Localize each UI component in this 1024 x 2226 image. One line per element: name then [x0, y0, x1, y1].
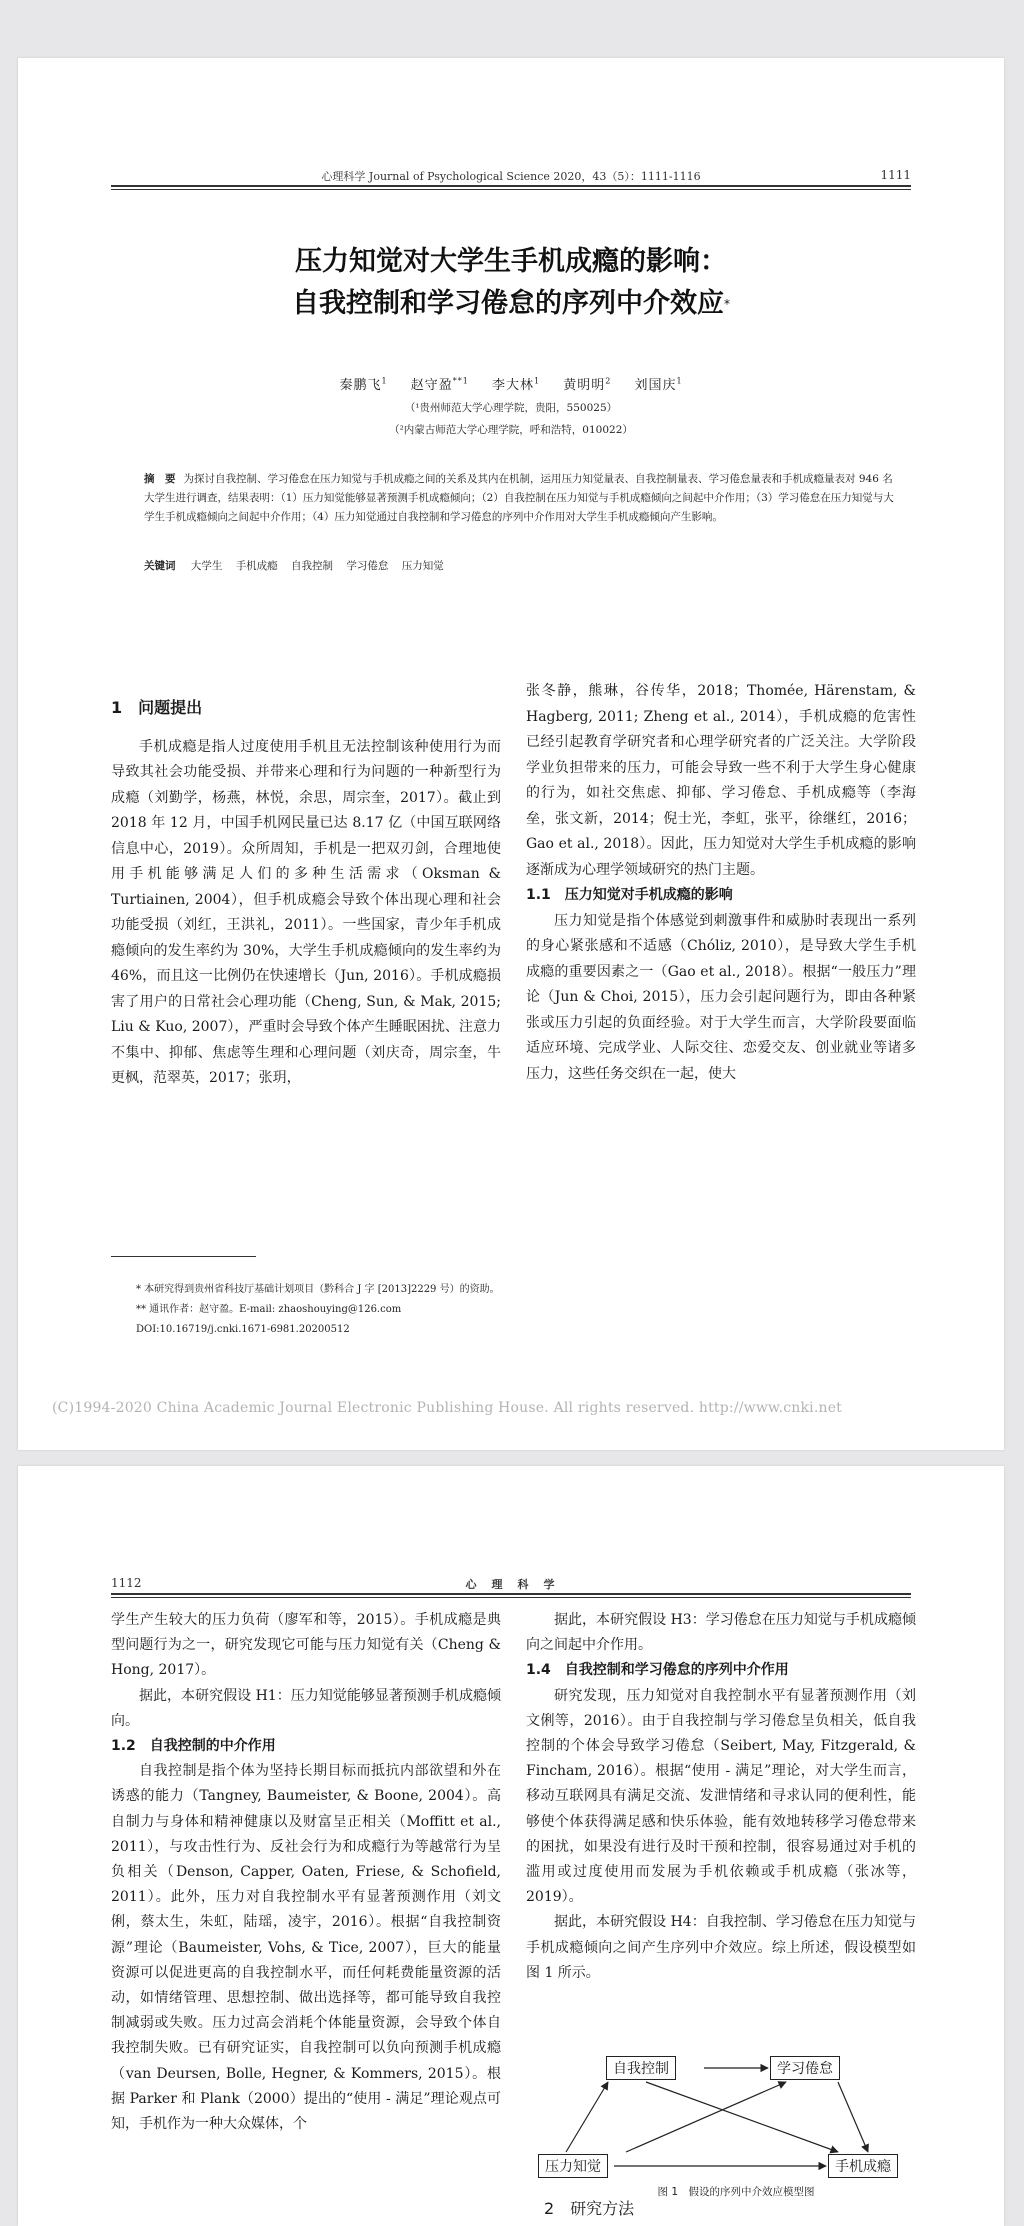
body-paragraph: 手机成瘾是指人过度使用手机且无法控制该种使用行为而导致其社会功能受损、并带来心理和行为问题的一种新型行为成瘾（刘勤学，杨燕，林悦，余思，周宗奎，2017）。截止到 2018 年 12 月，中国手机网民量已达 8.17 亿（中国互联网络信息中心，2019）。众所周知，手机是一把双刃剑，合理地使用手机能够满足人们的多种生活需求（Oksman & Turtiainen, 2004），但手机成瘾会导致个体出现心理和社会功能受损（刘红，王洪礼，2011）。一些国家，青少年手机成瘾倾向的发生率约为 30%，大学生手机成瘾倾向的发生率约为 46%，而且这一比例仍在快速增长（Jun, 2016）。手机成瘾损害了用户的日常社会心理功能（Cheng, Sun, & Mak, 2015; Liu & Kuo, 2007），严重时会导致个体产生睡眠困扰、注意力不集中、抑郁、焦虑等生理和心理问题（刘庆奇，周宗奎，牛更枫，范翠英，2017；张玥， [111, 738, 501, 1086]
abstract-text: 为探讨自我控制、学习倦怠在压力知觉与手机成瘾之间的关系及其内在机制，运用压力知觉量表、自我控制量表、学习倦怠量表和手机成瘾量表对 946 名大学生进行调查，结果表明：（1）压力知觉能够显著预测手机成瘾倾向；（2）自我控制在压力知觉与手机成瘾倾向之间起中介作用；（3）学习倦怠在压力知觉与大学生手机成瘾倾向之间起中介作用；（4）压力知觉通过自我控制和学习倦怠的序列中介作用对大学生手机成瘾倾向产生影响。 [144, 473, 894, 523]
running-head [111, 168, 911, 187]
author: 赵守盈$^{**1}$ [410, 376, 469, 393]
keyword: 学习倦怠 [346, 560, 389, 572]
figure-caption: 图 1 假设的序列中介效应模型图 [657, 2186, 815, 2198]
author-list [18, 374, 1004, 393]
affiliation-2: （²内蒙古师范大学心理学院，呼和浩特，010022） [389, 424, 633, 436]
affiliation-1: （¹贵州师范大学心理学院，贵阳，550025） [404, 402, 618, 414]
author: 秦鹏飞$^1$ [339, 376, 388, 393]
page-number: 1111 [880, 168, 911, 182]
node-perceived-stress: 压力知觉 [538, 2154, 608, 2178]
title-line-1: 压力知觉对大学生手机成瘾的影响： [295, 246, 727, 277]
journal-name: 心 理 科 学 [465, 1578, 557, 1591]
body-paragraph: 压力知觉是指个体感觉到刺激事件和威胁时表现出一系列的身心紧张感和不适感（Chóliz, 2010），是导致大学生手机成瘾的重要因素之一（Gao et al., 2018）。根据“一般压力”理论（Jun & Choi, 2015），压力会引起问题行为，即由各种紧张或压力引起的负面经验。对于大学生而言，大学阶段要面临适应环境、完成学业、人际交往、恋爱交友、创业就业等诸多压力，这些任务交织在一起，使大 [526, 912, 916, 1082]
subsection-heading: 1.4 自我控制和学习倦怠的序列中介作用 [526, 1662, 789, 1679]
subsection-heading: 1.2 自我控制的中介作用 [111, 1738, 276, 1755]
body-paragraph: 据此，本研究假设 H3：学习倦怠在压力知觉与手机成瘾倾向之间起中介作用。 [526, 1612, 916, 1654]
left-column [111, 1608, 501, 2137]
arrow-stress-to-burnout [626, 2082, 786, 2152]
figure-1-model [536, 2046, 936, 2221]
section-heading: 2 研究方法 [544, 2199, 635, 2218]
copyright-watermark: (C)1994-2020 China Academic Journal Electronic Publishing House. All rights reserved. http://www.cnki.net [52, 1400, 843, 1416]
paper-title [18, 241, 1004, 325]
footnote-doi: DOI:10.16719/j.cnki.1671-6981.20200512 [136, 1324, 350, 1335]
footnote-funding: * 本研究得到贵州省科技厅基础计划项目（黔科合 J 字 [2013]2229 号）的资助。 [136, 1284, 500, 1295]
body-paragraph: 据此，本研究假设 H4：自我控制、学习倦怠在压力知觉与手机成瘾倾向之间产生序列中介效应。综上所述，假设模型如图 1 所示。 [526, 1914, 916, 1981]
right-column [526, 679, 916, 1087]
keyword: 压力知觉 [401, 560, 444, 572]
journal-citation: 心理科学 Journal of Psychological Science 2020，43（5）：1111-1116 [321, 170, 701, 183]
subsection-heading: 1.1 压力知觉对手机成瘾的影响 [526, 887, 733, 903]
section-heading: 1 问题提出 [111, 698, 203, 717]
paper-page-2 [18, 1466, 1004, 2226]
node-self-control: 自我控制 [606, 2056, 676, 2080]
keyword: 自我控制 [291, 560, 334, 572]
running-head [111, 1576, 911, 1595]
title-footnote-mark: * [724, 297, 730, 311]
title-line-2: 自我控制和学习倦怠的序列中介效应 [292, 288, 724, 319]
left-column [111, 695, 501, 1092]
author: 刘国庆$^1$ [634, 376, 683, 393]
footnotes [136, 1280, 836, 1340]
author: 黄明明$^2$ [563, 376, 612, 393]
keyword: 大学生 [190, 560, 223, 572]
arrow-stress-to-self-control [566, 2082, 608, 2152]
page-number: 1112 [111, 1576, 142, 1590]
keyword: 手机成瘾 [235, 560, 278, 572]
arrow-burnout-to-addiction [838, 2082, 868, 2152]
right-column [526, 1608, 916, 1986]
node-phone-addiction: 手机成瘾 [828, 2154, 898, 2178]
body-paragraph: 学生产生较大的压力负荷（廖军和等，2015）。手机成瘾是典型问题行为之一，研究发现它可能与压力知觉有关（Cheng & Hong, 2017）。 [111, 1612, 501, 1679]
body-paragraph: 自我控制是指个体为坚持长期目标而抵抗内部欲望和外在诱惑的能力（Tangney, Baumeister, & Boone, 2004）。高自制力与身体和精神健康以及财富呈正相关（Moffitt et al., 2011），与攻击性行为、反社会行为和成瘾行为等越常行为呈负相关（Denson, Capper, Oaten, Friese, & Schofield, 2011）。此外，压力对自我控制水平有显著预测作用（刘文俐，蔡太生，朱虹，陆瑶，凌宇，2016）。根据“自我控制资源”理论（Baumeister, Vohs, & Tice, 2007），巨大的能量资源可以促进更高的自我控制水平，而任何耗费能量资源的活动，如情绪管理、思想控制、做出选择等，都可能导致自我控制减弱或失败。压力过高会消耗个体能量资源，会导致个体自我控制失败。已有研究证实，自我控制可以负向预测手机成瘾（van Deursen, Bolle, Hegner, & Kommers, 2015）。根据 Parker 和 Plank（2000）提出的“使用 - 满足”理论观点可知，手机作为一种大众媒体，个 [111, 1763, 501, 2133]
paper-page-1 [18, 58, 1004, 1450]
keywords-label: 关键词 [144, 560, 176, 572]
footnote-rule [111, 1256, 256, 1257]
keywords [144, 558, 898, 573]
footnote-correspondence: ** 通讯作者：赵守盈。E-mail: zhaoshouying@126.com [136, 1304, 402, 1315]
body-paragraph: 据此，本研究假设 H1：压力知觉能够显著预测手机成瘾倾向。 [111, 1687, 501, 1729]
author: 李大林$^1$ [491, 376, 541, 393]
node-learning-burnout: 学习倦怠 [770, 2056, 840, 2080]
body-paragraph: 研究发现，压力知觉对自我控制水平有显著预测作用（刘文俐等，2016）。由于自我控制与学习倦怠呈负相关，低自我控制的个体会导致学习倦怠（Seibert, May, Fitzgerald, & Fincham, 2016）。根据“使用 - 满足”理论，对大学生而言，移动互联网具有满足交流、发泄情绪和寻求认同的便利性，能够使个体获得满足感和快乐体验，能有效地转移学习倦怠带来的困扰，如果没有进行及时干预和控制，很容易通过对手机的滥用或过度使用而发展为手机依赖或手机成瘾（张冰等，2019）。 [526, 1687, 916, 1906]
abstract-label: 摘 要 [144, 473, 176, 485]
abstract [144, 470, 898, 527]
body-paragraph: 张冬静，熊琳，谷传华，2018；Thomée, Härenstam, & Hagberg, 2011; Zheng et al., 2014），手机成瘾的危害性已经引起教育学研究者和心理学研究者的广泛关注。大学阶段学业负担带来的压力，可能会导致一些不利于大学生身心健康的行为，如社交焦虑、抑郁、学习倦怠、手机成瘾等（李海垒，张文新，2014；倪士光，李虹，张平，徐继红，2016；Gao et al., 2018）。因此，压力知觉对大学生手机成瘾的影响逐渐成为心理学领域研究的热门主题。 [526, 683, 916, 878]
arrow-self-control-to-addiction [646, 2082, 838, 2152]
